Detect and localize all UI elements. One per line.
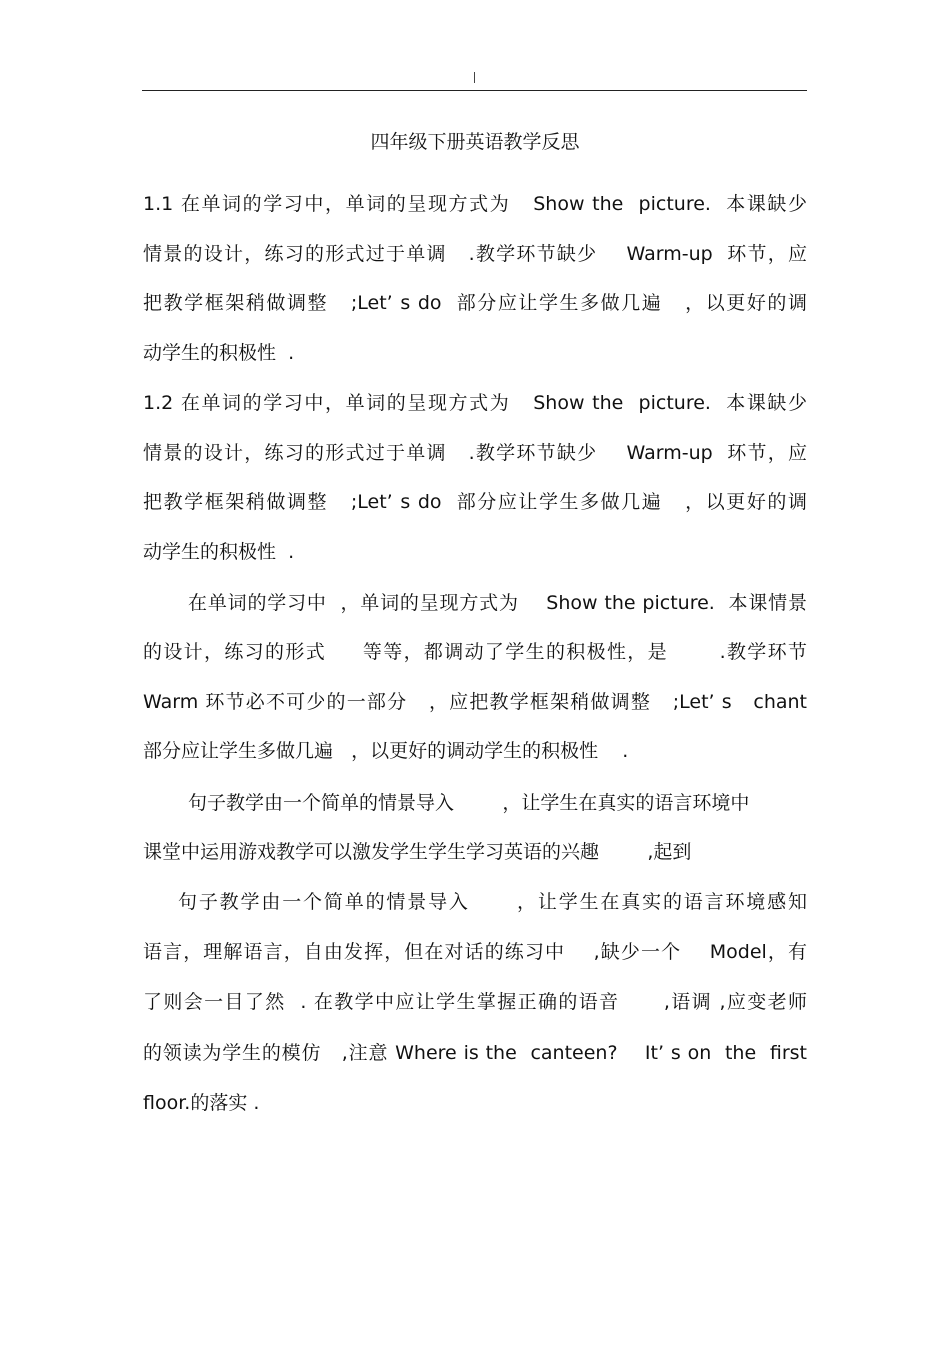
paragraph-line: 课堂中运用游戏教学可以激发学生学生学习英语的兴趣 ,起到	[143, 841, 692, 863]
header-mark	[474, 72, 475, 83]
paragraph-line: 了则会一目了然 . 在教学中应让学生掌握正确的语音 ,语调 ,应变老师	[143, 991, 807, 1014]
paragraph-line: 把教学框架稍做调整 ;Let’ s do 部分应让学生多做几遍 ，以更好的调	[143, 292, 807, 315]
paragraph-line: 语言，理解语言，自由发挥，但在对话的练习中 ,缺少一个 Model，有	[143, 941, 807, 964]
paragraph-line: 的领读为学生的模仿 ,注意 Where is the canteen? It’ s on the first	[143, 1041, 807, 1064]
paragraph-5	[143, 877, 807, 1128]
paragraph-line: 动学生的积极性 .	[143, 541, 295, 564]
paragraph-line: 部分应让学生多做几遍 ，以更好的调动学生的积极性 .	[143, 739, 629, 762]
header-rule	[142, 90, 807, 91]
paragraph-1	[143, 180, 807, 379]
paragraph-line: 1.1 在单词的学习中，单词的呈现方式为 Show the picture. 本课缺少	[143, 193, 807, 215]
paragraph-line: 的设计，练习的形式 等等，都调动了学生的积极性，是 .教学环节	[143, 641, 807, 664]
paragraph-line: Warm 环节必不可少的一部分 ，应把教学框架稍做调整 ;Let’ s chant	[143, 690, 807, 713]
paragraph-line: 句子教学由一个简单的情景导入 ，让学生在真实的语言环境中	[188, 792, 750, 814]
paragraph-line: 情景的设计，练习的形式过于单调 .教学环节缺少 Warm-up 环节，应	[143, 242, 807, 265]
paragraph-line: 动学生的积极性 .	[143, 342, 295, 365]
paragraph-line: floor.的落实 .	[143, 1091, 260, 1114]
paragraph-line: 句子教学由一个简单的情景导入 ，让学生在真实的语言环境感知	[178, 891, 807, 913]
paragraph-2	[143, 379, 807, 578]
paragraph-line: 情景的设计，练习的形式过于单调 .教学环节缺少 Warm-up 环节，应	[143, 441, 807, 464]
document-title: 四年级下册英语教学反思	[370, 131, 580, 153]
paragraph-line: 在单词的学习中 ，单词的呈现方式为 Show the picture. 本课情景	[188, 592, 807, 614]
paragraph-3	[143, 579, 807, 776]
paragraph-line: 把教学框架稍做调整 ;Let’ s do 部分应让学生多做几遍 ，以更好的调	[143, 491, 807, 514]
paragraph-4	[143, 779, 807, 877]
paragraph-line: 1.2 在单词的学习中，单词的呈现方式为 Show the picture. 本课缺少	[143, 392, 807, 414]
